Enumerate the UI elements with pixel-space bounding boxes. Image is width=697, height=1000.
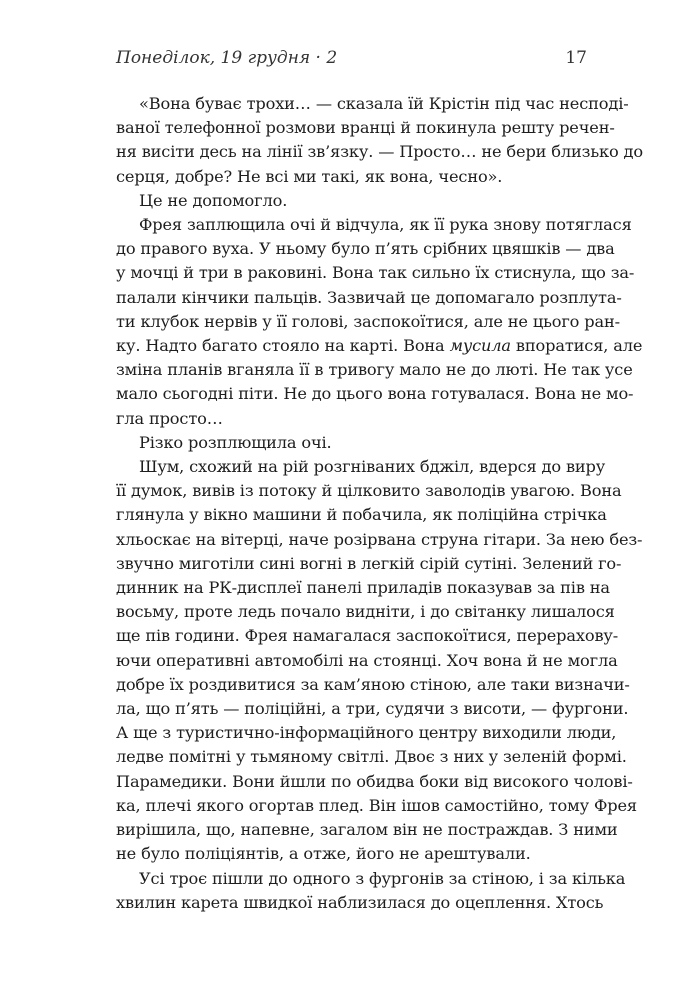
- text-line: у мочці й три в раковині. Вона так сильно їх стиснула, що за-: [116, 263, 635, 283]
- text-line: динник на РК-дисплеї панелі приладів показував за пів на: [116, 578, 610, 598]
- text-line: ти клубок нервів у її голові, заспокоїтися, але не цього ран-: [116, 311, 620, 331]
- paragraph-3: [116, 213, 643, 431]
- text-line: ледве помітні у тьмяному світлі. Двоє з них у зеленій формі.: [116, 747, 627, 767]
- text-line: мало сьогодні піти. Не до цього вона готувалася. Вона не мо-: [116, 384, 634, 404]
- text-line: її думок, вивів із потоку й цілковито заволодів увагою. Вона: [116, 481, 622, 501]
- text-line: ла, що п’ять — поліційні, а три, судячи з висоти, — фургони.: [116, 699, 629, 719]
- text-line: Шум, схожий на рій розгніваних бджіл, вдерся до виру: [139, 457, 606, 477]
- text-line: ня висіти десь на лінії зв’язку. — Просто… не бери близько до: [116, 142, 643, 162]
- paragraph-4: [116, 431, 584, 455]
- text-line-with-italic: [116, 334, 643, 358]
- text-line: ка, плечі якого огортав плед. Він ішов самостійно, тому Фрея: [116, 795, 637, 815]
- text-line: ючи оперативні автомобілі на стоянці. Хоч вона й не могла: [116, 650, 618, 670]
- text-line: не було поліціянтів, а отже, його не арештували.: [116, 844, 531, 864]
- text-line: Різко розплющила очі.: [139, 432, 332, 452]
- body-text: [116, 92, 643, 915]
- text-line: серця, добре? Не всі ми такі, як вона, чесно».: [116, 166, 503, 186]
- running-header-title: Понеділок, 19 грудня · 2: [116, 48, 338, 68]
- text-line: Фрея заплющила очі й відчула, як її рука знову потяглася: [139, 215, 632, 235]
- paragraph-2: [116, 189, 584, 213]
- text-line: «Вона буває трохи… — сказала їй Крістін під час несподі-: [139, 94, 629, 113]
- text-line: хвилин карета швидкої наблизилася до оцеплення. Хтось: [116, 892, 604, 912]
- paragraph-6: [116, 867, 626, 915]
- text-line: вирішила, що, напевне, загалом він не постраждав. З ними: [116, 820, 618, 840]
- text-line: гла просто…: [116, 408, 223, 428]
- text-segment: ку. Надто багато стояло на карті. Вона: [116, 336, 450, 356]
- text-line: хльоскає на вітерці, наче розірвана струна гітари. За нею без-: [116, 529, 643, 549]
- page-number: 17: [565, 48, 587, 68]
- text-line: восьму, проте ледь почало видніти, і до світанку лишалося: [116, 602, 615, 622]
- paragraph-5: [116, 455, 643, 866]
- text-line: А ще з туристично-інформаційного центру виходили люди,: [116, 723, 617, 743]
- italic-emphasis: мусила: [449, 336, 511, 356]
- text-line: зміна планів вганяла її в тривогу мало не до люті. Не так усе: [116, 360, 633, 380]
- text-line: палали кінчики пальців. Зазвичай це допомагало розплута-: [116, 287, 622, 307]
- text-line: добре їх роздивитися за кам’яною стіною, але таки визначи-: [116, 674, 630, 694]
- text-line: глянула у вікно машини й побачила, як поліційна стрічка: [116, 505, 607, 525]
- text-line: ще пів години. Фрея намагалася заспокоїтися, перерахову-: [116, 626, 619, 646]
- text-line: Парамедики. Вони йшли по обидва боки від високого чолові-: [116, 771, 633, 791]
- paragraph-1: [116, 92, 643, 189]
- text-line: ваної телефонної розмови вранці й покинула решту речен-: [116, 118, 615, 138]
- text-line: Усі троє пішли до одного з фургонів за стіною, і за кілька: [139, 868, 626, 888]
- text-segment: впоратися, але: [510, 336, 643, 356]
- text-line: звучно миготіли сині вогні в легкій сірій сутіні. Зелений го-: [116, 553, 622, 573]
- text-line: до правого вуха. У ньому було п’ять срібних цвяшків — два: [116, 239, 615, 259]
- text-line: Це не допомогло.: [139, 190, 288, 210]
